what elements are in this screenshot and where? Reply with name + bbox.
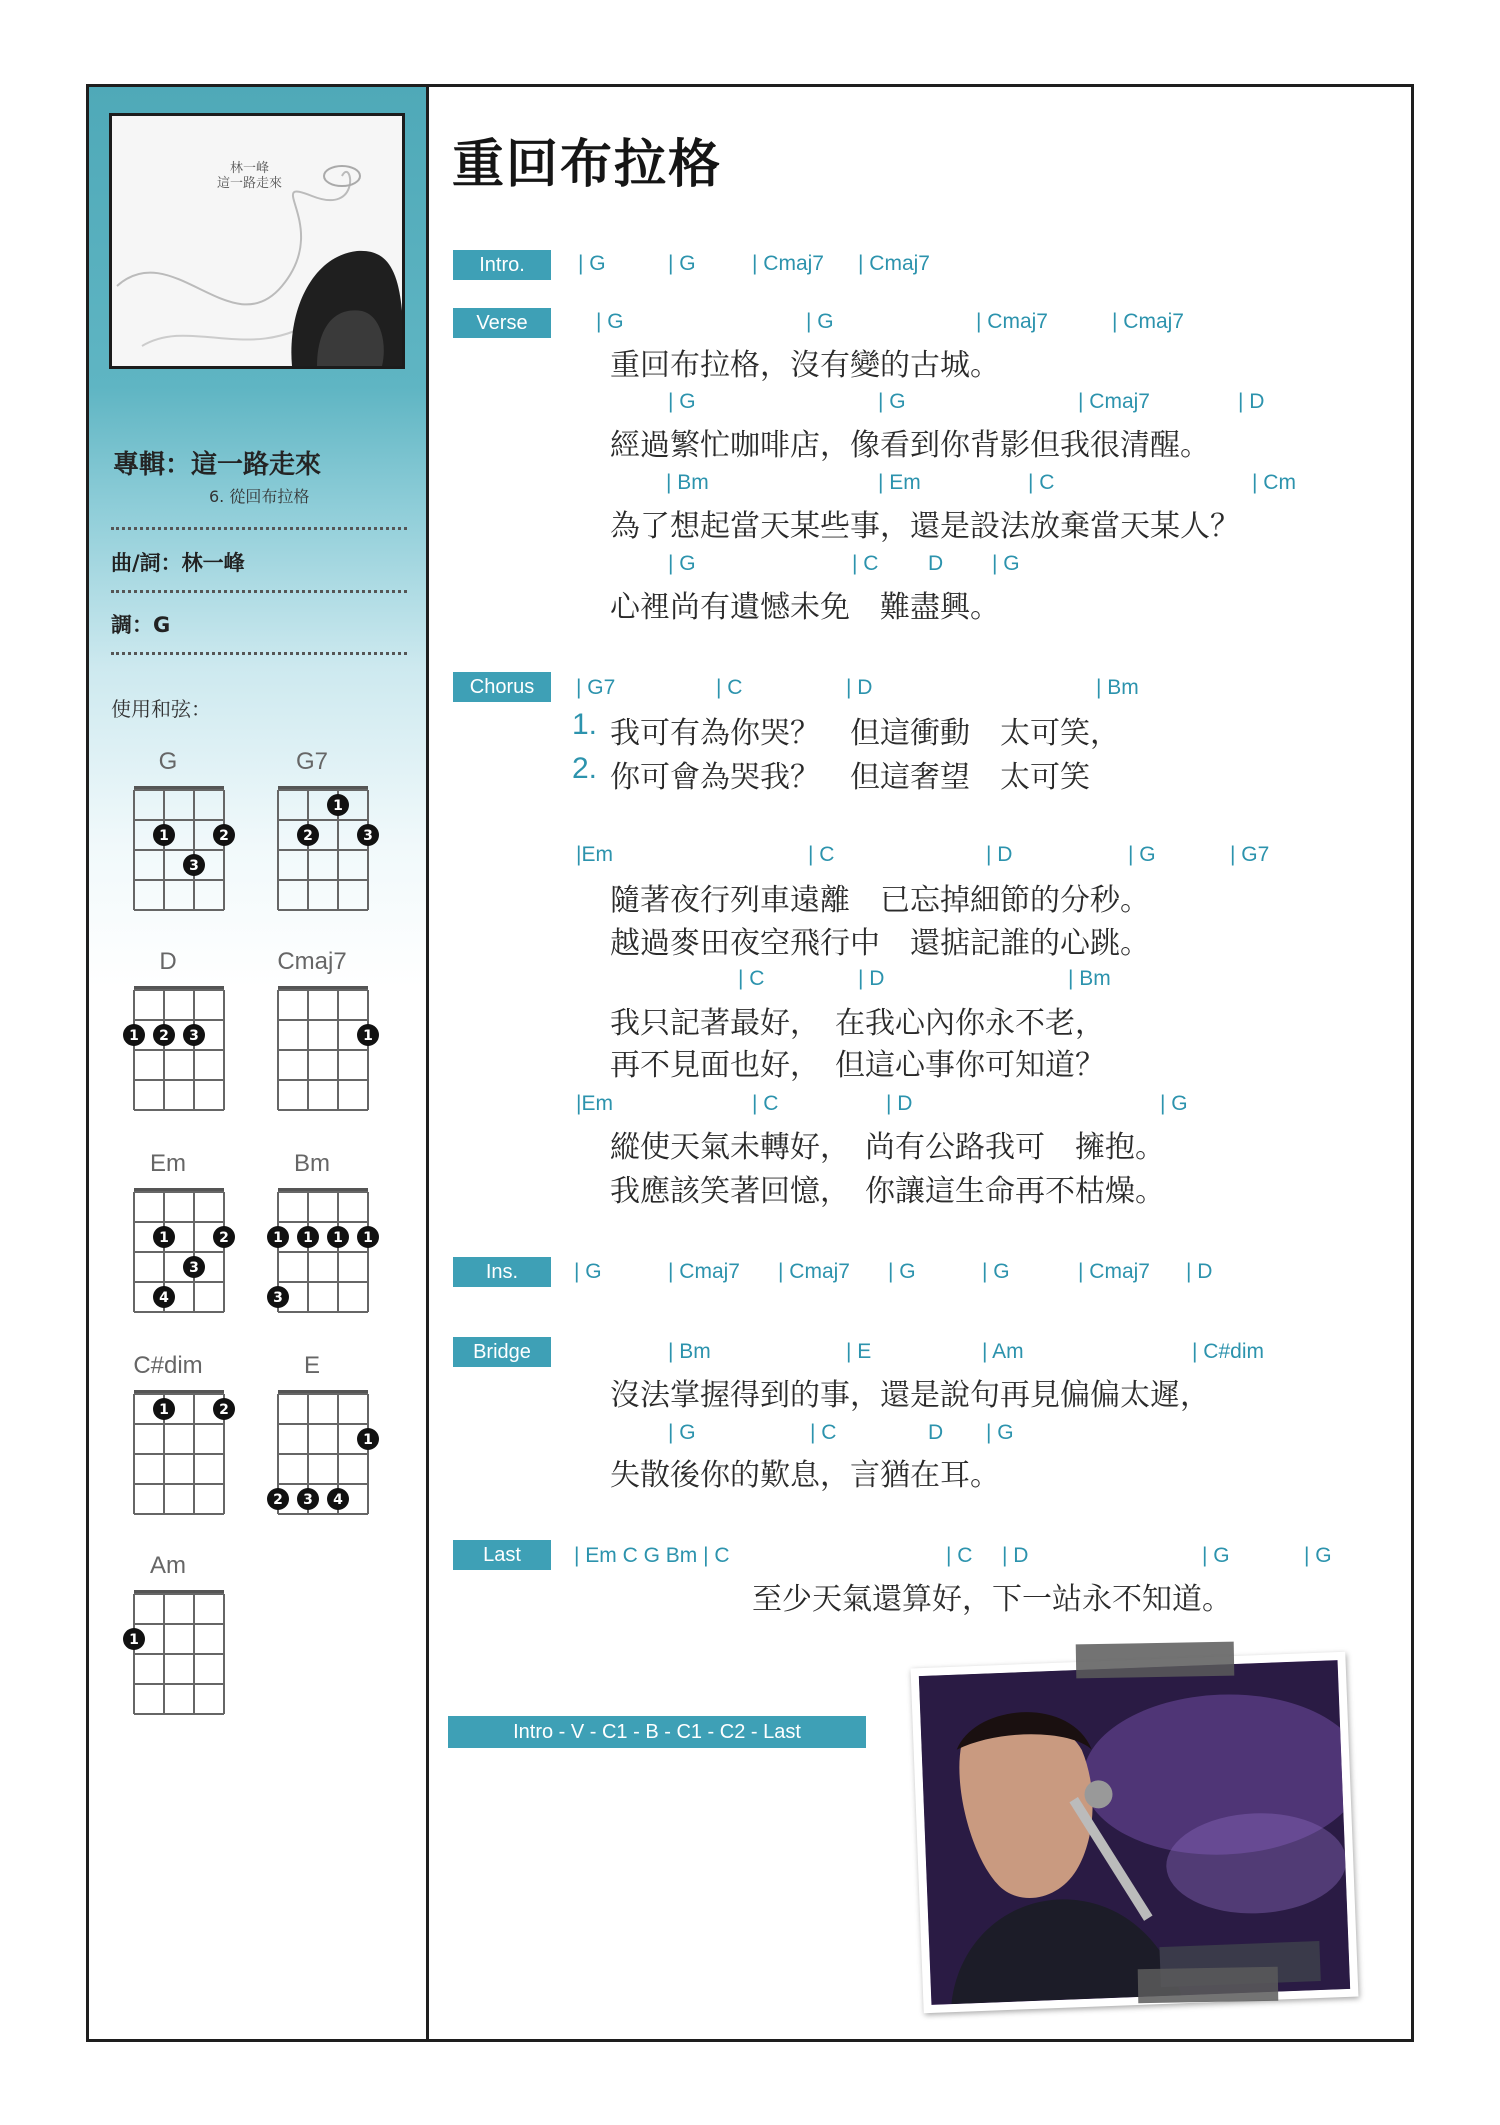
lyric-line: 失散後你的歎息，言猶在耳。 bbox=[610, 1458, 1000, 1493]
chord-name: Em bbox=[150, 1150, 186, 1177]
composer-credit: 曲/詞：林一峰 bbox=[111, 551, 245, 575]
finger-number: 2 bbox=[303, 828, 313, 844]
finger-number: 1 bbox=[333, 1230, 343, 1246]
finger-number: 1 bbox=[363, 1028, 373, 1044]
artist-photo bbox=[911, 1652, 1359, 2013]
finger-number: 1 bbox=[159, 1230, 169, 1246]
album-name: 專輯：這一路走來 bbox=[113, 450, 322, 480]
chord-label: | Bm bbox=[1096, 676, 1139, 699]
chord-label: | G bbox=[1128, 843, 1156, 866]
chord-label: |Em bbox=[576, 843, 613, 866]
chord-label: | Cmaj7 bbox=[778, 1260, 850, 1283]
chord-label: | Cmaj7 bbox=[976, 310, 1048, 333]
lyric-line: 越過麥田夜空飛行中 還掂記誰的心跳。 bbox=[610, 926, 1150, 961]
lyric-line: 縱使天氣未轉好， 尚有公路我可 擁抱。 bbox=[610, 1130, 1165, 1165]
lyric-line: 再不見面也好， 但這心事你可知道？ bbox=[610, 1048, 1105, 1083]
chord-name: E bbox=[303, 1352, 320, 1379]
chord-label: | C bbox=[752, 1092, 779, 1115]
tape-decoration bbox=[1138, 1967, 1279, 2003]
lyric-line: 沒法掌握得到的事，還是說句再見偏偏太遲， bbox=[610, 1378, 1210, 1413]
chord-name: D bbox=[159, 948, 177, 975]
finger-number: 1 bbox=[129, 1632, 139, 1648]
verse-number: 1. bbox=[572, 708, 598, 741]
lyric-line: 為了想起當天某些事，還是設法放棄當天某人？ bbox=[610, 509, 1240, 544]
song-key: 調：G bbox=[111, 613, 171, 637]
chord-label: | Cmaj7 bbox=[858, 252, 930, 275]
chord-label: | Cmaj7 bbox=[1112, 310, 1184, 333]
finger-number: 2 bbox=[219, 1402, 229, 1418]
chord-label: | G bbox=[596, 310, 624, 333]
chord-label: | Bm bbox=[1068, 967, 1111, 990]
finger-number: 1 bbox=[303, 1230, 313, 1246]
chord-label: | C bbox=[852, 552, 879, 575]
chord-label: | Bm bbox=[666, 471, 709, 494]
finger-number: 1 bbox=[363, 1432, 373, 1448]
chord-label: | G bbox=[982, 1260, 1010, 1283]
album-art-text: 林一峰 這一路走來 bbox=[217, 161, 283, 191]
chord-name: C#dim bbox=[133, 1352, 203, 1379]
chord-label: | Bm bbox=[668, 1340, 711, 1363]
chord-label: | Cmaj7 bbox=[752, 252, 824, 275]
finger-number: 4 bbox=[333, 1492, 343, 1508]
section-tag-last: Last bbox=[453, 1540, 551, 1570]
chord-label: | G bbox=[1160, 1092, 1188, 1115]
lyric-line: 隨著夜行列車遠離 已忘掉細節的分秒。 bbox=[610, 883, 1150, 918]
chord-label: D bbox=[928, 1421, 944, 1444]
finger-number: 4 bbox=[159, 1290, 169, 1306]
finger-number: 1 bbox=[129, 1028, 139, 1044]
chord-label: | Em bbox=[878, 471, 921, 494]
lyric-line: 重回布拉格，沒有變的古城。 bbox=[610, 348, 1000, 383]
chord-label: | G bbox=[986, 1421, 1014, 1444]
chords-used-label: 使用和弦： bbox=[111, 697, 211, 721]
lyric-line: 你可會為哭我？ 但這奢望 太可笑 bbox=[610, 760, 1090, 795]
lyric-line: 經過繁忙咖啡店，像看到你背影但我很清醒。 bbox=[610, 428, 1210, 463]
section-tag-chorus: Chorus bbox=[453, 672, 551, 702]
chord-label: | C bbox=[808, 843, 835, 866]
finger-number: 2 bbox=[219, 828, 229, 844]
artist-photo-image bbox=[919, 1660, 1350, 2005]
song-structure-bar: Intro - V - C1 - B - C1 - C2 - Last bbox=[448, 1716, 866, 1748]
lyric-line: 我可有為你哭？ 但這衝動 太可笑， bbox=[610, 716, 1120, 751]
chord-label: |Em bbox=[576, 1092, 613, 1115]
chord-name: Cmaj7 bbox=[277, 948, 347, 975]
chord-label: | Cmaj7 bbox=[1078, 390, 1150, 413]
chord-label: | Cm bbox=[1252, 471, 1296, 494]
verse-number: 2. bbox=[572, 752, 598, 785]
lyric-line: 心裡尚有遺憾未免 難盡興。 bbox=[610, 590, 1000, 625]
chord-label: | G bbox=[668, 1421, 696, 1444]
song-title: 重回布拉格 bbox=[452, 134, 723, 195]
finger-number: 2 bbox=[159, 1028, 169, 1044]
tape-decoration bbox=[1076, 1642, 1235, 1679]
chord-label: | C bbox=[738, 967, 765, 990]
finger-number: 1 bbox=[363, 1230, 373, 1246]
finger-number: 3 bbox=[363, 828, 373, 844]
chord-label: | Cmaj7 bbox=[1078, 1260, 1150, 1283]
chord-label: | E bbox=[846, 1340, 872, 1363]
chord-label: | D bbox=[1002, 1544, 1029, 1567]
chord-label: | G bbox=[878, 390, 906, 413]
section-tag-ins: Ins. bbox=[453, 1257, 551, 1287]
chord-name: Bm bbox=[294, 1150, 330, 1177]
chord-label: | D bbox=[886, 1092, 913, 1115]
chord-label: | Cmaj7 bbox=[668, 1260, 740, 1283]
finger-number: 3 bbox=[303, 1492, 313, 1508]
chord-label: | G bbox=[1304, 1544, 1332, 1567]
chord-label: | C bbox=[1028, 471, 1055, 494]
section-tag-intro: Intro. bbox=[453, 250, 551, 280]
chord-label: | G bbox=[668, 252, 696, 275]
lyric-line: 至少天氣還算好，下一站永不知道。 bbox=[752, 1582, 1232, 1617]
finger-number: 1 bbox=[273, 1230, 283, 1246]
finger-number: 3 bbox=[273, 1290, 283, 1306]
chord-name: G7 bbox=[295, 748, 328, 775]
finger-number: 2 bbox=[273, 1492, 283, 1508]
chord-label: | Em C G Bm | C bbox=[574, 1544, 730, 1567]
chord-label: | G7 bbox=[576, 676, 616, 699]
lyric-line: 我只記著最好， 在我心內你永不老， bbox=[610, 1006, 1105, 1041]
finger-number: 2 bbox=[219, 1230, 229, 1246]
finger-number: 3 bbox=[189, 858, 199, 874]
finger-number: 1 bbox=[159, 1402, 169, 1418]
chord-label: | G bbox=[668, 390, 696, 413]
finger-number: 3 bbox=[189, 1260, 199, 1276]
chord-label: | C bbox=[810, 1421, 837, 1444]
chord-label: | C bbox=[716, 676, 743, 699]
finger-number: 1 bbox=[159, 828, 169, 844]
section-tag-verse: Verse bbox=[453, 308, 551, 338]
chord-label: | G bbox=[574, 1260, 602, 1283]
section-tag-bridge: Bridge bbox=[453, 1337, 551, 1367]
chord-label: | G bbox=[888, 1260, 916, 1283]
chord-label: | D bbox=[846, 676, 873, 699]
chord-label: | G bbox=[992, 552, 1020, 575]
chord-label: | D bbox=[986, 843, 1013, 866]
chord-label: | C bbox=[946, 1544, 973, 1567]
chord-label: | G bbox=[806, 310, 834, 333]
finger-number: 1 bbox=[333, 798, 343, 814]
chord-label: | D bbox=[858, 967, 885, 990]
column-divider bbox=[426, 84, 429, 2042]
chord-label: | D bbox=[1186, 1260, 1213, 1283]
chord-label: D bbox=[928, 552, 944, 575]
chord-label: | D bbox=[1238, 390, 1265, 413]
chord-label: | G bbox=[668, 552, 696, 575]
finger-number: 3 bbox=[189, 1028, 199, 1044]
chord-label: | G bbox=[578, 252, 606, 275]
chord-label: | G7 bbox=[1230, 843, 1270, 866]
chord-label: | Am bbox=[982, 1340, 1024, 1363]
chord-label: | C#dim bbox=[1192, 1340, 1264, 1363]
lyric-line: 我應該笑著回憶， 你讓這生命再不枯燥。 bbox=[610, 1174, 1165, 1209]
track-number: 6. 從回布拉格 bbox=[209, 487, 310, 506]
chord-name: G bbox=[158, 748, 178, 775]
chord-name: Am bbox=[150, 1552, 186, 1579]
chord-label: | G bbox=[1202, 1544, 1230, 1567]
